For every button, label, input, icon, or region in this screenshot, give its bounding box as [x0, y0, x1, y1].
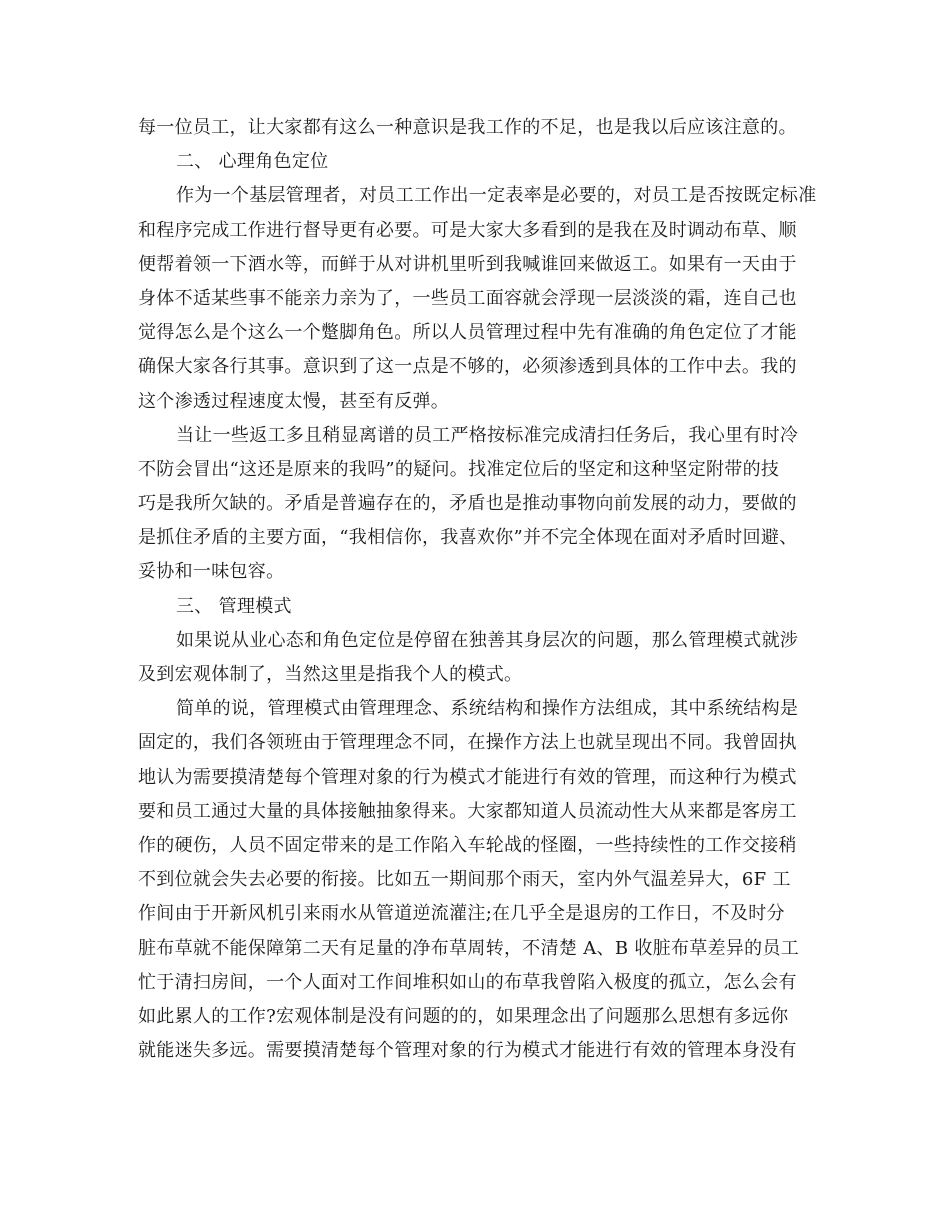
- text-line: 简单的说，管理模式由管理理念、系统结构和操作方法组成，其中系统结构是: [176, 698, 799, 720]
- text-line: 二、 心理角色定位: [176, 151, 329, 173]
- text-line: 就能迷失多远。需要摸清楚每个管理对象的行为模式才能进行有效的管理本身没有: [138, 1040, 797, 1062]
- text-line: 当让一些返工多且稍显离谱的员工严格按标准完成清扫任务后，我心里有时冷: [176, 424, 799, 446]
- text-line: 固定的，我们各领班由于管理理念不同，在操作方法上也就呈现出不同。我曾固执: [138, 732, 797, 754]
- text-line: 确保大家各行其事。意识到了这一点是不够的，必须渗透到具体的工作中去。我的: [138, 356, 797, 378]
- text-line: 要和员工通过大量的具体接触抽象得来。大家都知道人员流动性大从来都是客房工: [138, 800, 797, 822]
- text-line: 不到位就会失去必要的衔接。比如五一期间那个雨天，室内外气温差异大，6F 工: [138, 869, 791, 891]
- text-line: 如此累人的工作?宏观体制是没有问题的的，如果理念出了问题那么思想有多远你: [138, 1005, 789, 1027]
- text-line: 每一位员工，让大家都有这么一种意识是我工作的不足，也是我以后应该注意的。: [138, 117, 797, 138]
- text-line: 这个渗透过程速度太慢，甚至有反弹。: [138, 390, 450, 412]
- text-line: 不防会冒出“这还是原来的我吗”的疑问。找准定位后的坚定和这种坚定附带的技: [138, 458, 780, 480]
- text-line: 巧是我所欠缺的。矛盾是普遍存在的，矛盾也是推动事物向前发展的动力，要做的: [138, 493, 797, 515]
- text-line: 身体不适某些事不能亲力亲为了，一些员工面容就会浮现一层淡淡的霜，连自己也: [138, 287, 797, 309]
- text-line: 脏布草就不能保障第二天有足量的净布草周转，不清楚 A、B 收脏布草差异的员工: [138, 937, 800, 959]
- text-line: 及到宏观体制了，当然这里是指我个人的模式。: [138, 664, 523, 685]
- text-line: 如果说从业心态和角色定位是停留在独善其身层次的问题，那么管理模式就涉: [176, 629, 799, 651]
- text-line: 作为一个基层管理者，对员工工作出一定表率是必要的，对员工是否按既定标准: [176, 185, 817, 207]
- text-line: 便帮着领一下酒水等，而鲜于从对讲机里听到我喊谁回来做返工。如果有一天由于: [138, 253, 797, 275]
- document-body: [138, 111, 818, 1068]
- text-line: 作间由于开新风机引来雨水从管道逆流灌注;在几乎全是退房的工作日，不及时分: [138, 903, 785, 925]
- text-line: 地认为需要摸清楚每个管理对象的行为模式才能进行有效的管理，而这种行为模式: [138, 766, 797, 788]
- text-line: 是抓住矛盾的主要方面，“我相信你，我喜欢你”并不完全体现在面对矛盾时回避、: [138, 527, 798, 549]
- text-line: 三、 管理模式: [176, 595, 292, 617]
- text-line: 作的硬伤，人员不固定带来的是工作陷入车轮战的怪圈，一些持续性的工作交接稍: [138, 834, 797, 856]
- text-line: 觉得怎么是个这么一个蹩脚角色。所以人员管理过程中先有准确的角色定位了才能: [138, 322, 797, 344]
- text-line: 妥协和一味包容。: [138, 561, 285, 583]
- text-line: 和程序完成工作进行督导更有必要。可是大家大多看到的是我在及时调动布草、顺: [138, 219, 797, 241]
- text-line: 忙于清扫房间，一个人面对工作间堆积如山的布草我曾陷入极度的孤立，怎么会有: [138, 971, 797, 993]
